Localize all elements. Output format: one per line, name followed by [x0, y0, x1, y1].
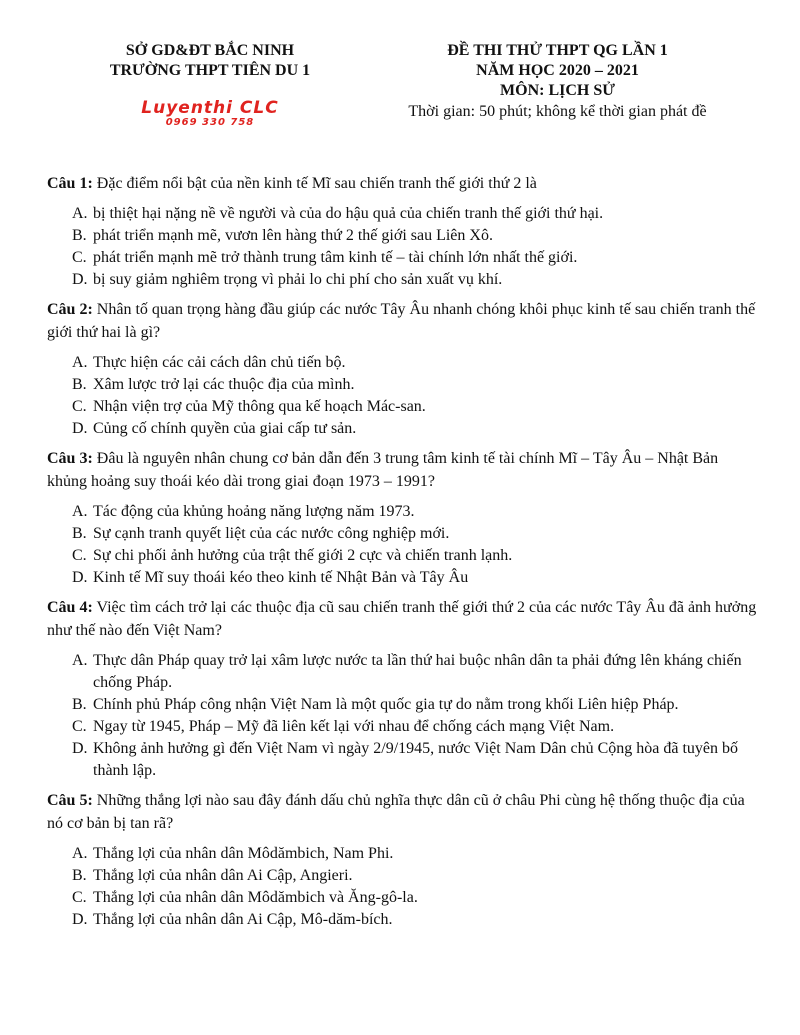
answer-option: [47, 694, 762, 716]
option-text: phát triển mạnh mẽ trở thành trung tâm kinh tế – tài chính lớn nhất thế giới.: [93, 249, 578, 266]
option-text: phát triển mạnh mẽ, vươn lên hàng thứ 2 thế giới sau Liên Xô.: [93, 227, 493, 244]
question-text: [47, 298, 762, 344]
option-letter: A.: [72, 205, 88, 222]
option-letter: B.: [72, 227, 87, 244]
school-block: [80, 41, 340, 129]
question-text: [47, 596, 762, 642]
option-text: Xâm lược trở lại các thuộc địa của mình.: [93, 376, 355, 393]
option-letter: D.: [72, 569, 88, 586]
option-text: Thắng lợi của nhân dân Ai Cập, Angieri.: [93, 867, 353, 884]
option-letter: A.: [72, 354, 88, 371]
answer-option: [47, 396, 762, 418]
brand-phone: 0969 330 758: [165, 117, 255, 128]
answer-option: [47, 843, 762, 865]
question-stem: Nhân tố quan trọng hàng đầu giúp các nước Tây Âu nhanh chóng khôi phục kinh tế sau chiến tranh thế giới thứ hai là gì?: [47, 301, 756, 341]
option-letter: D.: [72, 911, 88, 928]
option-letter: B.: [72, 376, 87, 393]
option-text: Thắng lợi của nhân dân Môdămbich và Ăng-gô-la.: [93, 889, 418, 906]
question-label: Câu 4:: [47, 599, 93, 616]
school-year: NĂM HỌC 2020 – 2021: [476, 62, 639, 79]
option-letter: D.: [72, 420, 88, 437]
option-text: bị thiệt hại nặng nề về người và của do hậu quả của chiến tranh thế giới thứ hại.: [93, 205, 604, 222]
question-stem: Đặc điểm nổi bật của nền kinh tế Mĩ sau chiến tranh thế giới thứ 2 là: [92, 175, 537, 192]
question-stem: Những thắng lợi nào sau đây đánh dấu chủ nghĩa thực dân cũ ở châu Phi cùng hệ thống thuộc địa của nó cơ bản bị tan rã?: [47, 792, 745, 832]
option-text: Thực dân Pháp quay trở lại xâm lược nước ta lần thứ hai buộc nhân dân ta phải đứng lên kháng chiến chống Pháp.: [93, 652, 742, 691]
option-text: Kinh tế Mĩ suy thoái kéo theo kinh tế Nhật Bản và Tây Âu: [93, 569, 469, 586]
exam-title: ĐỀ THI THỬ THPT QG LẦN 1: [447, 42, 668, 59]
subject: MÔN: LỊCH SỬ: [500, 82, 615, 99]
option-letter: C.: [72, 718, 87, 735]
answer-option: [47, 374, 762, 396]
answer-option: [47, 523, 762, 545]
exam-info-block: [385, 41, 730, 123]
department-name: SỞ GD&ĐT BẮC NINH: [125, 42, 295, 59]
question-label: Câu 2:: [47, 301, 93, 318]
option-letter: C.: [72, 889, 87, 906]
option-letter: B.: [72, 696, 87, 713]
option-text: Thắng lợi của nhân dân Ai Cập, Mô-dăm-bích.: [93, 911, 393, 928]
option-text: Sự cạnh tranh quyết liệt của các nước công nghiệp mới.: [93, 525, 450, 542]
answer-option: [47, 247, 762, 269]
question-text: [47, 447, 762, 493]
option-text: Tác động của khủng hoảng năng lượng năm 1973.: [93, 503, 415, 520]
question-list: [47, 172, 762, 938]
option-letter: A.: [72, 503, 88, 520]
answer-option: [47, 225, 762, 247]
answer-option: [47, 269, 762, 291]
answer-option: [47, 738, 762, 782]
option-text: Thực hiện các cải cách dân chủ tiến bộ.: [93, 354, 346, 371]
answer-option: [47, 545, 762, 567]
option-letter: A.: [72, 845, 88, 862]
option-letter: C.: [72, 547, 87, 564]
option-letter: C.: [72, 398, 87, 415]
option-letter: B.: [72, 867, 87, 884]
option-letter: C.: [72, 249, 87, 266]
question-text: [47, 172, 762, 195]
question-5: [47, 789, 762, 931]
option-letter: D.: [72, 740, 88, 757]
option-text: Không ảnh hưởng gì đến Việt Nam vì ngày 2/9/1945, nước Việt Nam Dân chủ Cộng hòa đã tuyên bố thành lập.: [93, 740, 738, 779]
option-letter: B.: [72, 525, 87, 542]
answer-option: [47, 418, 762, 440]
option-text: bị suy giảm nghiêm trọng vì phải lo chi phí cho sản xuất vụ khí.: [93, 271, 503, 288]
option-text: Nhận viện trợ của Mỹ thông qua kế hoạch Mác-san.: [93, 398, 426, 415]
question-1: [47, 172, 762, 291]
option-text: Củng cố chính quyền của giai cấp tư sản.: [93, 420, 357, 437]
question-4: [47, 596, 762, 782]
answer-option: [47, 716, 762, 738]
question-label: Câu 3:: [47, 450, 93, 467]
time-allowed: Thời gian: 50 phút; không kể thời gian phát đề: [408, 103, 707, 120]
answer-option: [47, 909, 762, 931]
answer-option: [47, 865, 762, 887]
answer-option: [47, 887, 762, 909]
answer-option: [47, 352, 762, 374]
option-text: Sự chi phối ảnh hưởng của trật thế giới 2 cực và chiến tranh lạnh.: [93, 547, 513, 564]
question-label: Câu 1:: [47, 175, 93, 192]
brand-logo: Luyenthi CLC: [141, 98, 279, 118]
exam-header: [0, 41, 800, 131]
answer-option: [47, 650, 762, 694]
option-letter: D.: [72, 271, 88, 288]
answer-option: [47, 203, 762, 225]
option-text: Ngay từ 1945, Pháp – Mỹ đã liên kết lại với nhau để chống cách mạng Việt Nam.: [93, 718, 615, 735]
question-2: [47, 298, 762, 440]
question-text: [47, 789, 762, 835]
answer-option: [47, 567, 762, 589]
question-stem: Việc tìm cách trở lại các thuộc địa cũ sau chiến tranh thế giới thứ 2 của các nước Tây Âu đã ảnh hưởng như thế nào đến Việt Nam?: [47, 599, 757, 639]
question-stem: Đâu là nguyên nhân chung cơ bản dẫn đến 3 trung tâm kinh tế tài chính Mĩ – Tây Âu – Nhật Bản khủng hoảng suy thoái kéo dài trong giai đoạn 1973 – 1991?: [47, 450, 719, 490]
question-label: Câu 5:: [47, 792, 93, 809]
question-3: [47, 447, 762, 589]
option-letter: A.: [72, 652, 88, 669]
option-text: Thắng lợi của nhân dân Môdămbich, Nam Phi.: [93, 845, 394, 862]
answer-option: [47, 501, 762, 523]
school-name: TRƯỜNG THPT TIÊN DU 1: [109, 62, 311, 79]
option-text: Chính phủ Pháp công nhận Việt Nam là một quốc gia tự do nằm trong khối Liên hiệp Pháp.: [93, 696, 679, 713]
